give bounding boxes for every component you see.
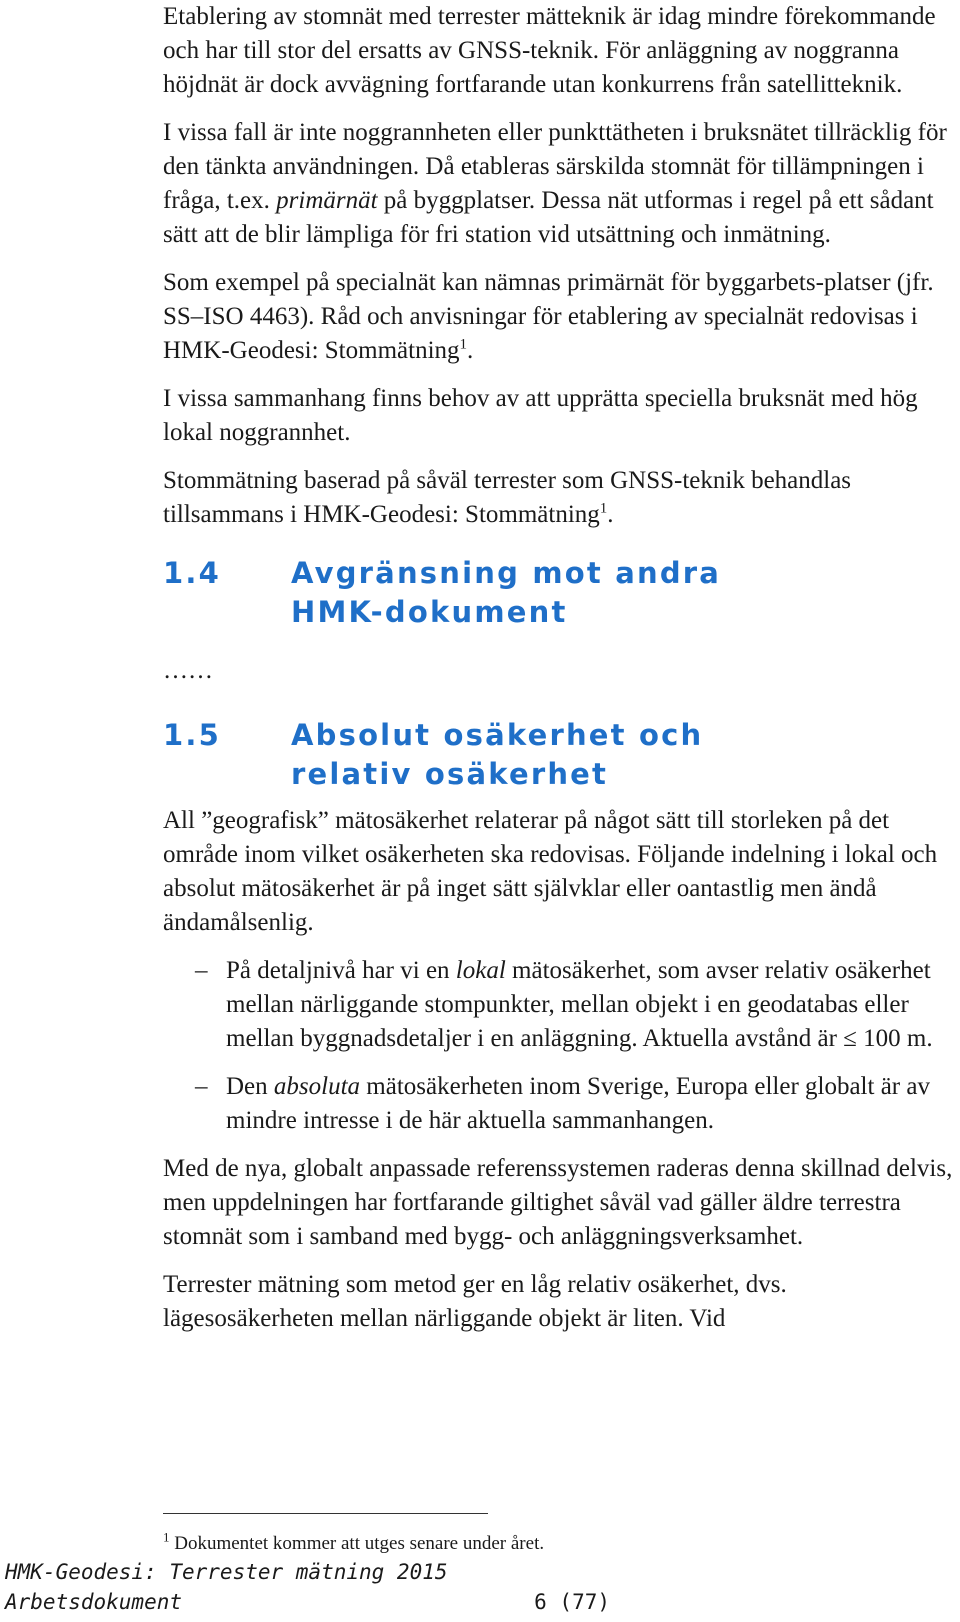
emphasis-primarnat: primärnät [276, 187, 378, 214]
paragraph-geografisk-matosakerhet: All ”geografisk” mätosäkerhet relaterar på något sätt till storleken på det område inom vilket osäkerheten ska redovisas. Följande indelning i lokal och absolut mätosäkerhet är på inget sätt självklar eller oantastlig men ändå ändamålsenlig. [163, 807, 938, 936]
section-number: 1.4 [163, 556, 221, 590]
placeholder-ellipsis: …… [163, 657, 213, 684]
page-number: 6 (77) [534, 1590, 610, 1614]
footer-document-status: Arbetsdokument [5, 1590, 183, 1614]
section-heading-1-4 [163, 554, 960, 632]
footnote-separator [163, 1513, 488, 1514]
section-heading-1-5 [163, 716, 960, 794]
bullet-list [163, 954, 960, 1138]
section-title: Absolut osäkerhet och relativ osäkerhet [291, 718, 704, 791]
bullet-dash: – [195, 957, 208, 984]
paragraph-specialnat-intro: I vissa fall är inte noggrannheten eller punkttätheten i bruksnätet tillräcklig för den tänkta användningen. Då etableras särskilda stomnät för tillämpningen i fråga, t.ex. primärnät på byggplatser. Dessa nät utformas i regel på ett sådant sätt att de blir lämpliga för fri station vid utsättning och inmätning. [163, 119, 947, 248]
list-item: – Den absoluta mätosäkerheten inom Sverige, Europa eller globalt är av mindre intresse i de här aktuella sammanhangen. [163, 1070, 960, 1138]
footnote-ref[interactable]: 1 [459, 336, 468, 353]
list-item: – På detaljnivå har vi en lokal mätosäkerhet, som avser relativ osäkerhet mellan närliggande stompunkter, mellan objekt i en geodatabas eller mellan byggnadsdetaljer i en anläggning. Aktuella avstånd är ≤ 100 m. [163, 954, 960, 1056]
section-number: 1.5 [163, 718, 221, 752]
paragraph-terrester-matning: Terrester mätning som metod ger en låg relativ osäkerhet, dvs. lägesosäkerheten mellan närliggande objekt är liten. Vid [163, 1271, 787, 1332]
document-body [163, 0, 960, 1350]
bullet-dash: – [195, 1073, 208, 1100]
footer-document-title: HMK-Geodesi: Terrester mätning 2015 [5, 1560, 448, 1584]
paragraph-stommatning-gnss: Stommätning baserad på såväl terrester som GNSS-teknik behandlas tillsammans i HMK-Geodesi: Stommätning$^1$. [163, 467, 852, 528]
paragraph-referenssystem: Med de nya, globalt anpassade referenssystemen raderas denna skillnad delvis, men uppdelningen har fortfarande giltighet såväl vad gäller äldre terrestra stomnät som i samband med bygg- och anläggningsverksamhet. [163, 1155, 953, 1250]
footnote: $^1$ Dokumentet kommer att utges senare under året. [163, 1529, 545, 1554]
emphasis-absoluta: absoluta [273, 1073, 361, 1100]
section-title: Avgränsning mot andra HMK-dokument [291, 556, 722, 629]
footnote-ref[interactable]: 1 [599, 500, 608, 517]
footer-line [5, 1588, 610, 1616]
paragraph-stomnat-etablering: Etablering av stomnät med terrester mätteknik är idag mindre förekommande och har till stor del ersatts av GNSS-teknik. För anläggning av noggranna höjdnät är dock avvägning fortfarande utan konkurrens från satellitteknik. [163, 3, 936, 98]
paragraph-specialnat-exempel: Som exempel på specialnät kan nämnas primärnät för byggarbets-platser (jfr. SS–ISO 4463). Råd och anvisningar för etablering av specialnät redovisas i HMK-Geodesi: Stommätning$^1$. [163, 269, 934, 364]
paragraph-lokal-noggrannhet: I vissa sammanhang finns behov av att upprätta speciella bruksnät med hög lokal noggrannhet. [163, 385, 918, 446]
footnote-marker: 1 [163, 1529, 170, 1545]
emphasis-lokal: lokal [455, 957, 506, 984]
